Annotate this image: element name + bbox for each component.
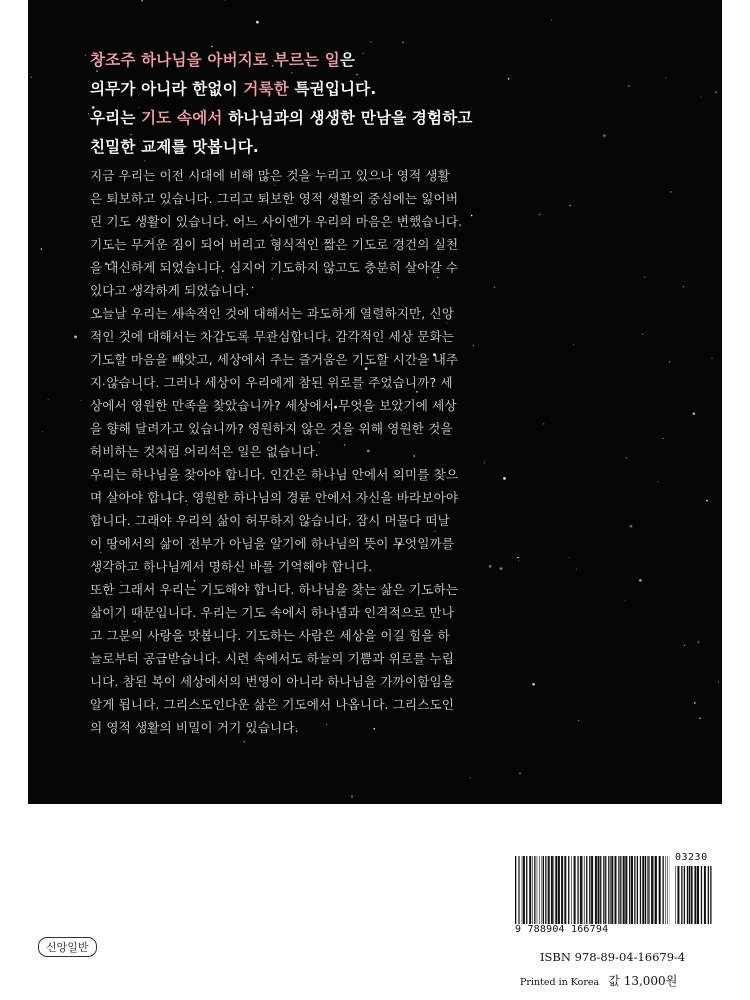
body-line: 허비하는 것처럼 어리석은 일은 없습니다. bbox=[90, 444, 320, 459]
price: 값 13,000원 bbox=[608, 974, 678, 988]
addon-code: 03230 bbox=[675, 852, 708, 863]
headline-highlight: 창조주 하나님을 아버지로 부르는 일 bbox=[90, 51, 340, 69]
body-line: 적인 것에 대해서는 차갑도록 무관심합니다. 감각적인 세상 문화는 bbox=[90, 329, 454, 344]
body-line: 우리는 하나님을 찾아야 합니다. 인간은 하나님 안에서 의미를 찾으 bbox=[90, 467, 459, 482]
back-cover bbox=[28, 0, 722, 804]
headline-line-4: 친밀한 교제를 맛봅니다. bbox=[90, 138, 260, 156]
headline-line-3 bbox=[90, 104, 690, 133]
isbn: ISBN 978-89-04-16679-4 bbox=[540, 950, 686, 964]
body-line: 기도할 마음을 빼앗고, 세상에서 주는 즐거움은 기도할 시간을 내주 bbox=[90, 352, 459, 367]
barcode-bars bbox=[515, 856, 670, 924]
headline-text: 하나님과의 생생한 만남을 경험하고 bbox=[222, 109, 473, 127]
printed-in: Printed in Korea bbox=[520, 977, 600, 988]
body-line: 삶이기 때문입니다. 우리는 기도 속에서 하나님과 인격적으로 만나 bbox=[90, 605, 454, 620]
body-line: 은 퇴보하고 있습니다. 그리고 퇴보한 영적 생활의 중심에는 잃어버 bbox=[90, 191, 459, 206]
body-text bbox=[90, 164, 510, 739]
body-line: 오늘날 우리는 세속적인 것에 대해서는 과도하게 열렬하지만, 신앙 bbox=[90, 306, 454, 321]
body-line: 상에서 영원한 만족을 찾았습니까? 세상에서 무엇을 보았기에 세상 bbox=[90, 398, 457, 413]
headline-line-2 bbox=[90, 75, 690, 104]
body-line: 을 대신하게 되었습니다. 심지어 기도하지 않고도 충분히 살아갈 수 bbox=[90, 260, 459, 275]
headline-text: 우리는 bbox=[90, 109, 142, 127]
headline bbox=[90, 46, 690, 162]
barcode-digits: 9 788904 166794 bbox=[515, 924, 609, 935]
barcode bbox=[515, 852, 715, 940]
price-line bbox=[520, 970, 677, 989]
body-line: 이 땅에서의 삶이 전부가 아님을 알기에 하나님의 뜻이 무엇일까를 bbox=[90, 536, 454, 551]
body-line: 생각하고 하나님께서 명하신 바를 기억해야 합니다. bbox=[90, 559, 373, 574]
body-line: 을 향해 달려가고 있습니까? 영원하지 않은 것을 위해 영원한 것을 bbox=[90, 421, 453, 436]
body-line: 고 그분의 사랑을 맛봅니다. 기도하는 사람은 세상을 이길 힘을 하 bbox=[90, 628, 450, 643]
body-line: 늘로부터 공급받습니다. 시련 속에서도 하늘의 기쁨과 위로를 누립 bbox=[90, 651, 454, 666]
body-line: 며 살아야 합니다. 영원한 하나님의 경륜 안에서 자신을 바라보아야 bbox=[90, 490, 459, 505]
headline-text: 특권입니다. bbox=[288, 80, 377, 98]
body-line: 의 영적 생활의 비밀이 거기 있습니다. bbox=[90, 720, 299, 735]
body-line: 기도는 무거운 짐이 되어 버리고 형식적인 짧은 기도로 경건의 실천 bbox=[90, 237, 459, 252]
headline-text: 은 bbox=[339, 51, 356, 69]
body-line: 합니다. 그래야 우리의 삶이 허무하지 않습니다. 잠시 머물다 떠날 bbox=[90, 513, 450, 528]
body-line: 알게 됩니다. 그리스도인다운 삶은 기도에서 나옵니다. 그리스도인 bbox=[90, 697, 454, 712]
body-line: 있다고 생각하게 되었습니다. bbox=[90, 283, 250, 298]
headline-highlight: 기도 속에서 bbox=[141, 109, 223, 127]
headline-line-1 bbox=[90, 46, 690, 75]
body-line: 또한 그래서 우리는 기도해야 합니다. 하나님을 찾는 삶은 기도하는 bbox=[90, 582, 459, 597]
addon-barcode-bars bbox=[675, 866, 713, 924]
body-line: 니다. 참된 복이 세상에서의 번영이 아니라 하나님을 가까이함임을 bbox=[90, 674, 454, 689]
category-badge: 신앙일반 bbox=[38, 937, 97, 957]
body-line: 린 기도 생활이 있습니다. 어느 사이엔가 우리의 마음은 변했습니다. bbox=[90, 214, 463, 229]
headline-text: 의무가 아니라 한없이 bbox=[90, 80, 244, 98]
headline-highlight: 거룩한 bbox=[243, 80, 289, 98]
body-line: 지 않습니다. 그러나 세상이 우리에게 참된 위로를 주었습니까? 세 bbox=[90, 375, 453, 390]
body-line: 지금 우리는 이전 시대에 비해 많은 것을 누리고 있으나 영적 생활 bbox=[90, 168, 450, 183]
